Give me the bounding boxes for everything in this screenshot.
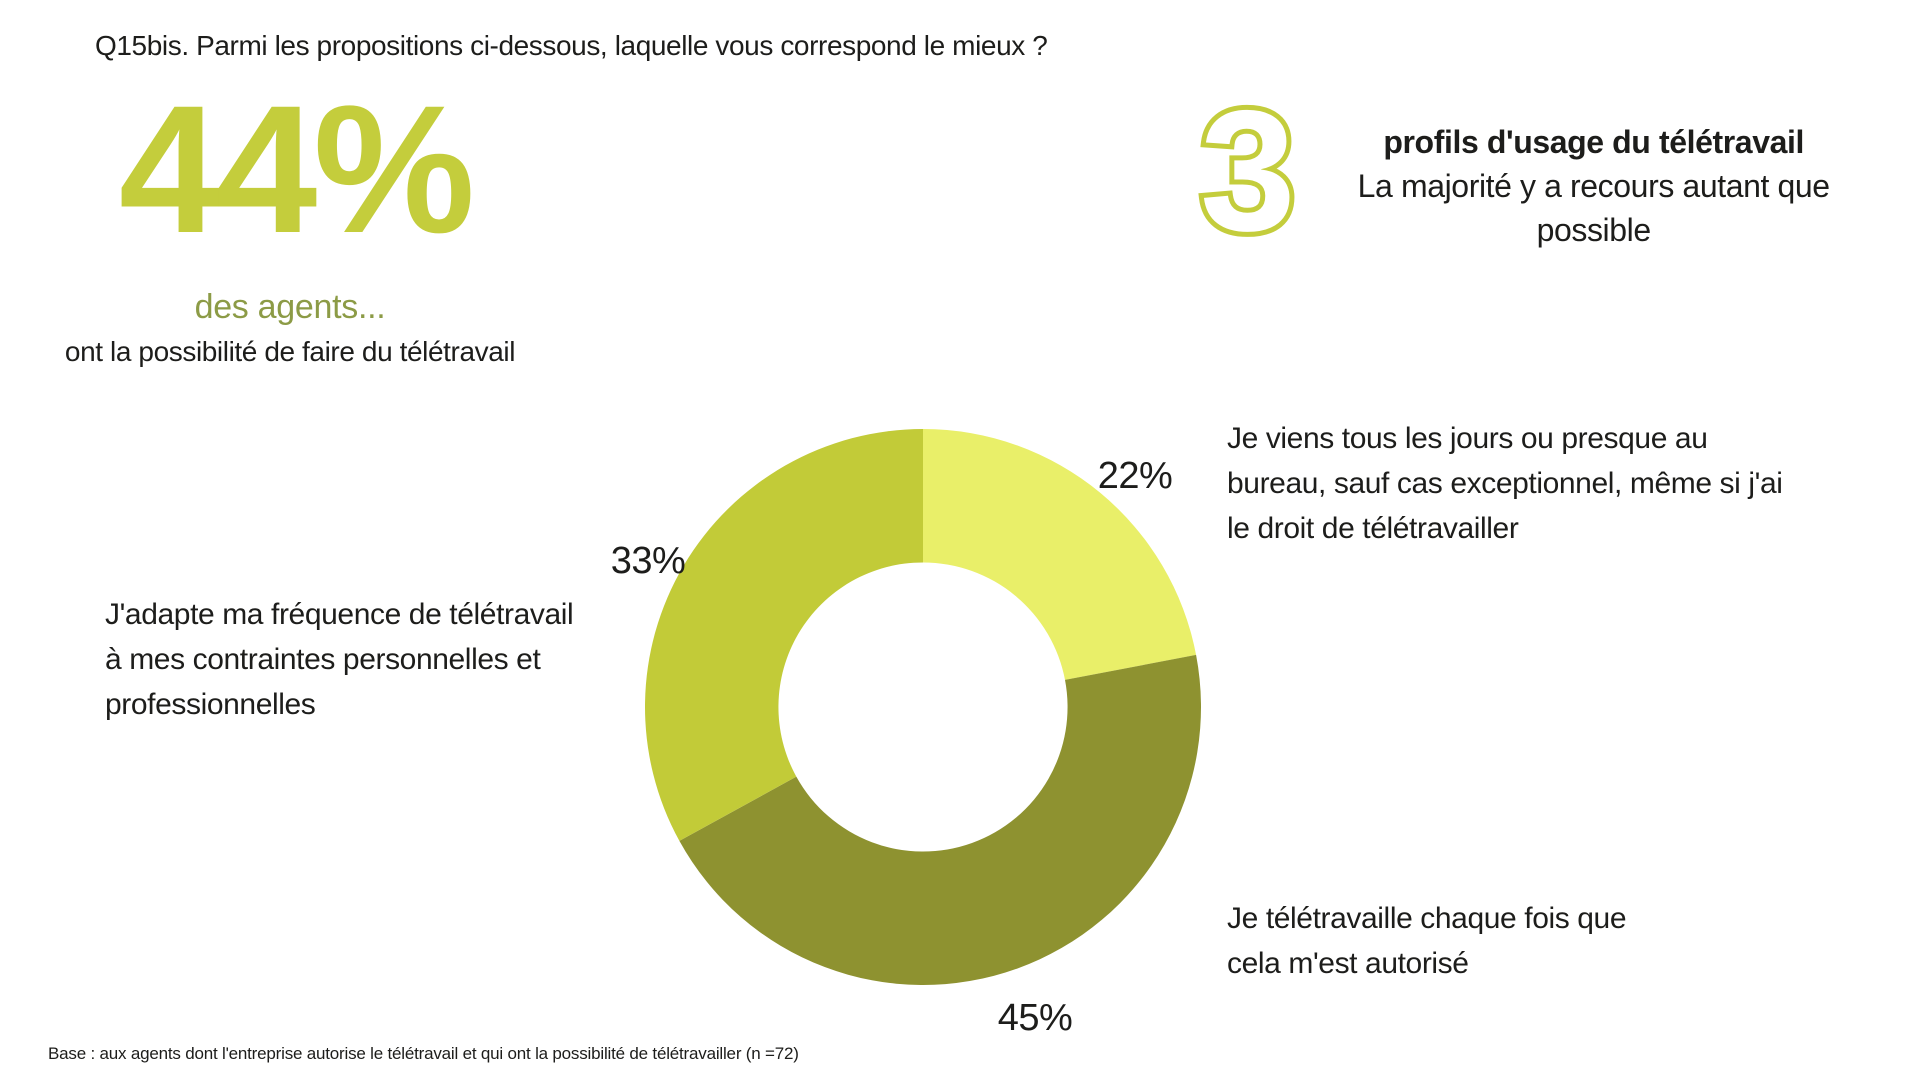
donut-chart xyxy=(645,429,1201,985)
callout-adapt-frequency: J'adapte ma fréquence de télétravail à mes contraintes personnelles et professionnelles xyxy=(105,598,574,721)
slice-label-33: 33% xyxy=(610,540,686,582)
question-title: Q15bis. Parmi les propositions ci-dessous, laquelle vous correspond le mieux ? xyxy=(95,30,1048,61)
donut-svg xyxy=(645,429,1201,985)
profiles-title: profils d'usage du télétravail xyxy=(1383,124,1804,160)
profiles-text-block xyxy=(1314,120,1874,252)
slice-label-45: 45% xyxy=(997,997,1073,1039)
donut-slice-2 xyxy=(645,429,923,841)
slice-label-22: 22% xyxy=(1097,455,1173,497)
profiles-subtitle: La majorité y a recours autant que possible xyxy=(1357,168,1830,248)
big-percent-value: 44% xyxy=(118,67,472,271)
base-footnote: Base : aux agents dont l'entreprise autorise le télétravail et qui ont la possibilité de télétravailler (n =72) xyxy=(48,1044,799,1063)
profiles-stat-block xyxy=(1200,75,1900,267)
callout-daily-office: Je viens tous les jours ou presque au bureau, sauf cas exceptionnel, même si j'ai le droit de télétravailler xyxy=(1227,422,1783,545)
callout-whenever-allowed: Je télétravaille chaque fois que cela m'est autorisé xyxy=(1227,902,1627,980)
agents-label: des agents... xyxy=(194,288,386,326)
big-three-value: 3 xyxy=(1200,75,1296,267)
agents-sublabel: ont la possibilité de faire du télétravail xyxy=(64,336,516,367)
